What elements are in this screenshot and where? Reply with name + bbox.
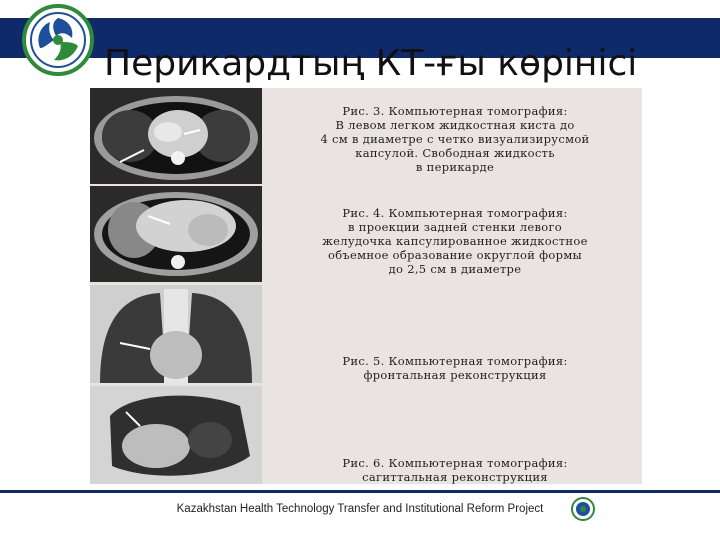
figure-3-caption-text: В левом легком жидкостная киста до 4 см в диаметре с четко визуализирусмой капсулой. Свободная жидкость в перикарде: [320, 118, 590, 174]
figure-5-caption: [272, 354, 638, 382]
ct-image-frontal: [90, 285, 262, 383]
figure-4-caption-title: Рис. 4. Компьютерная томография:: [342, 206, 568, 220]
figure-6-caption-text: сагиттальная реконструкция: [362, 470, 548, 484]
slide-title: Перикардтың КТ-ғы көрінісі: [104, 43, 638, 84]
ct-image-sagittal: [90, 386, 262, 484]
footer-text: Kazakhstan Health Technology Transfer and Institutional Reform Project: [176, 503, 544, 515]
organization-logo: [22, 4, 94, 76]
ct-image-axial-2: [90, 186, 262, 282]
figure-3-caption-title: Рис. 3. Компьютерная томография:: [342, 104, 568, 118]
figure-6-caption-title: Рис. 6. Компьютерная томография:: [342, 456, 568, 470]
footer-emblem: [571, 497, 595, 521]
figure-3-caption: [272, 104, 638, 174]
footer-divider: [0, 490, 720, 493]
ct-figure-panel: [90, 88, 642, 484]
figure-4-caption-text: в проекции задней стенки левого желудочка капсулированное жидкостное объемное образование округлой формы до 2,5 см в диаметре: [322, 220, 588, 276]
figure-5-caption-text: фронтальная реконструкция: [363, 368, 547, 382]
figure-4-caption: [272, 206, 638, 276]
figure-6-caption: [272, 456, 638, 484]
ct-image-axial-1: [90, 88, 262, 184]
figure-5-caption-title: Рис. 5. Компьютерная томография:: [342, 354, 568, 368]
